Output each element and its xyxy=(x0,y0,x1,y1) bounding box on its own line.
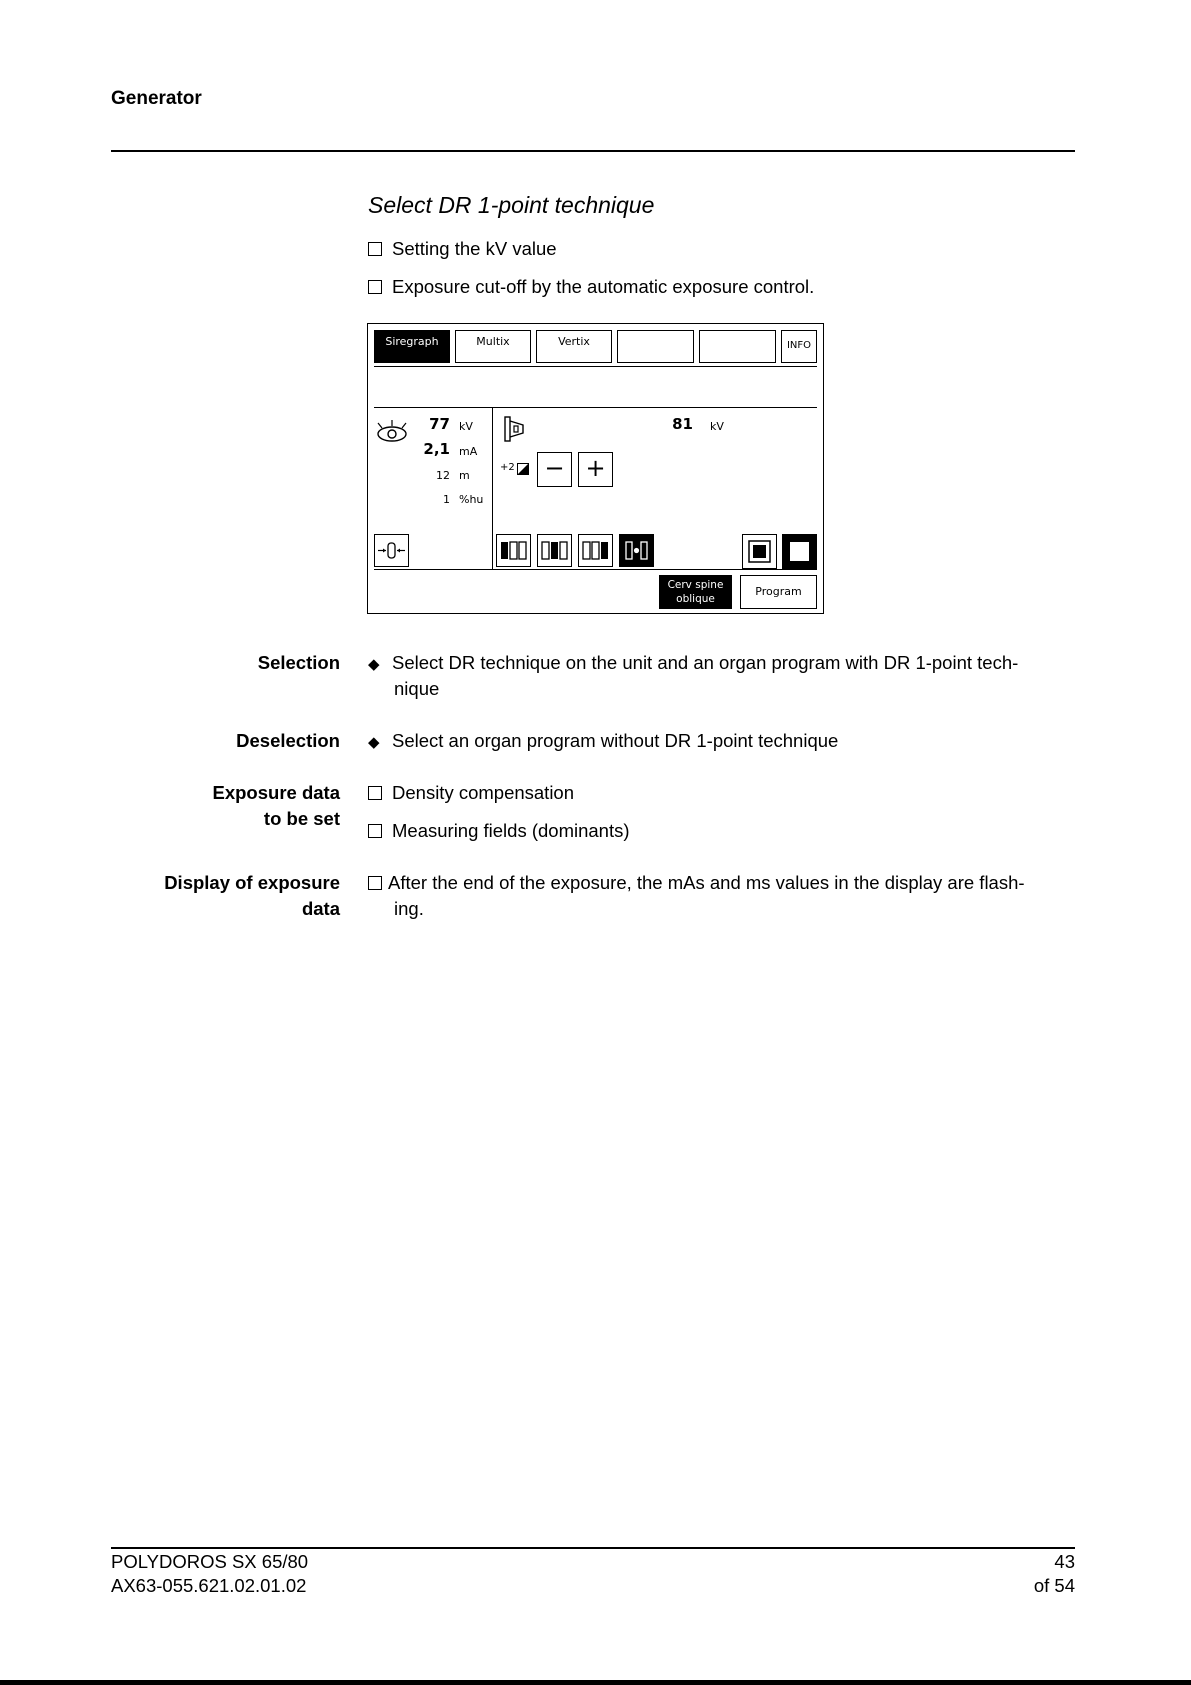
section-bullet-2: Exposure cut-off by the automatic exposure control. xyxy=(368,274,814,300)
field-left-icon xyxy=(497,535,530,566)
panel-divider-vertical xyxy=(492,407,493,569)
tab-multix[interactable]: Multix xyxy=(455,330,531,363)
footer-page-number: 43 xyxy=(1054,1551,1075,1572)
display-exposure-text: After the end of the exposure, the mAs and ms values in the display are flash- xyxy=(368,870,1078,896)
measuring-field-center-button[interactable] xyxy=(537,534,572,567)
set-kv-value: 81 xyxy=(672,415,693,433)
density-offset: +2 xyxy=(500,462,515,473)
measuring-field-right-button[interactable] xyxy=(578,534,613,567)
tab-info[interactable]: INFO xyxy=(781,330,817,363)
diamond-bullet-icon: ◆ xyxy=(368,656,380,673)
checkbox-bullet-icon xyxy=(368,242,382,256)
deselection-label: Deselection xyxy=(236,730,340,751)
field-dot-icon xyxy=(620,535,653,566)
diamond-bullet-icon: ◆ xyxy=(368,734,380,751)
field-center-icon xyxy=(538,535,571,566)
hu-unit: %hu xyxy=(459,493,484,506)
panel-divider-mid xyxy=(374,407,817,408)
checkbox-bullet-icon xyxy=(368,876,382,890)
tab-vertix[interactable]: Vertix xyxy=(536,330,612,363)
selection-text: ◆ Select DR technique on the unit and an organ program with DR 1-point tech- xyxy=(368,650,1078,678)
m-unit: m xyxy=(459,469,470,482)
exposure-bullet-2: Measuring fields (dominants) xyxy=(368,818,630,844)
density-icon xyxy=(517,463,529,475)
panel-divider-top xyxy=(374,366,817,367)
compression-icon xyxy=(375,535,408,566)
set-kv-unit: kV xyxy=(710,420,724,433)
density-plus-button[interactable]: + xyxy=(578,452,613,487)
page-header-title: Generator xyxy=(111,88,202,109)
footer-doc-number: AX63-055.621.02.01.02 xyxy=(111,1575,307,1596)
kv-value: 77 xyxy=(429,415,450,433)
measuring-field-left-button[interactable] xyxy=(496,534,531,567)
display-exposure-label: Display of exposure data xyxy=(164,872,340,919)
control-panel-figure xyxy=(367,323,824,614)
footer-product: POLYDOROS SX 65/80 xyxy=(111,1551,309,1572)
m-value: 12 xyxy=(436,469,450,482)
footer-page-total: of 54 xyxy=(1033,1575,1075,1596)
organ-program-name[interactable]: Cerv spine oblique xyxy=(659,575,732,609)
hu-value: 1 xyxy=(443,493,450,506)
section-title: Select DR 1-point technique xyxy=(368,192,655,218)
field-right-icon xyxy=(579,535,612,566)
header-rule xyxy=(111,150,1075,152)
detector-chamber-icon xyxy=(503,415,527,443)
selection-text-cont: nique xyxy=(394,678,440,699)
program-button[interactable]: Program xyxy=(740,575,817,609)
selection-label: Selection xyxy=(257,652,340,673)
tab-siregraph[interactable]: Siregraph xyxy=(374,330,450,363)
format-small-button[interactable] xyxy=(742,534,777,569)
deselection-text: ◆ Select an organ program without DR 1-point technique xyxy=(368,728,838,756)
exposure-data-label: Exposure data to be set xyxy=(212,782,340,829)
format-large-icon xyxy=(783,535,816,568)
footer-rule xyxy=(111,1547,1075,1549)
exposure-bullet-1: Density compensation xyxy=(368,780,574,806)
format-small-icon xyxy=(743,535,776,568)
ma-value: 2,1 xyxy=(423,440,450,458)
checkbox-bullet-icon xyxy=(368,786,382,800)
density-minus-button[interactable]: − xyxy=(537,452,572,487)
eye-icon xyxy=(373,419,411,445)
kv-unit: kV xyxy=(459,420,473,433)
measuring-field-dot-button[interactable] xyxy=(619,534,654,567)
bottom-edge-bar xyxy=(0,1680,1191,1685)
checkbox-bullet-icon xyxy=(368,824,382,838)
checkbox-bullet-icon xyxy=(368,280,382,294)
display-exposure-text-cont: ing. xyxy=(394,898,424,919)
tab-empty-2[interactable] xyxy=(699,330,776,363)
section-bullet-1: Setting the kV value xyxy=(368,236,557,262)
tab-empty-1[interactable] xyxy=(617,330,694,363)
ma-unit: mA xyxy=(459,445,478,458)
compression-button[interactable] xyxy=(374,534,409,567)
format-large-button[interactable] xyxy=(782,534,817,569)
